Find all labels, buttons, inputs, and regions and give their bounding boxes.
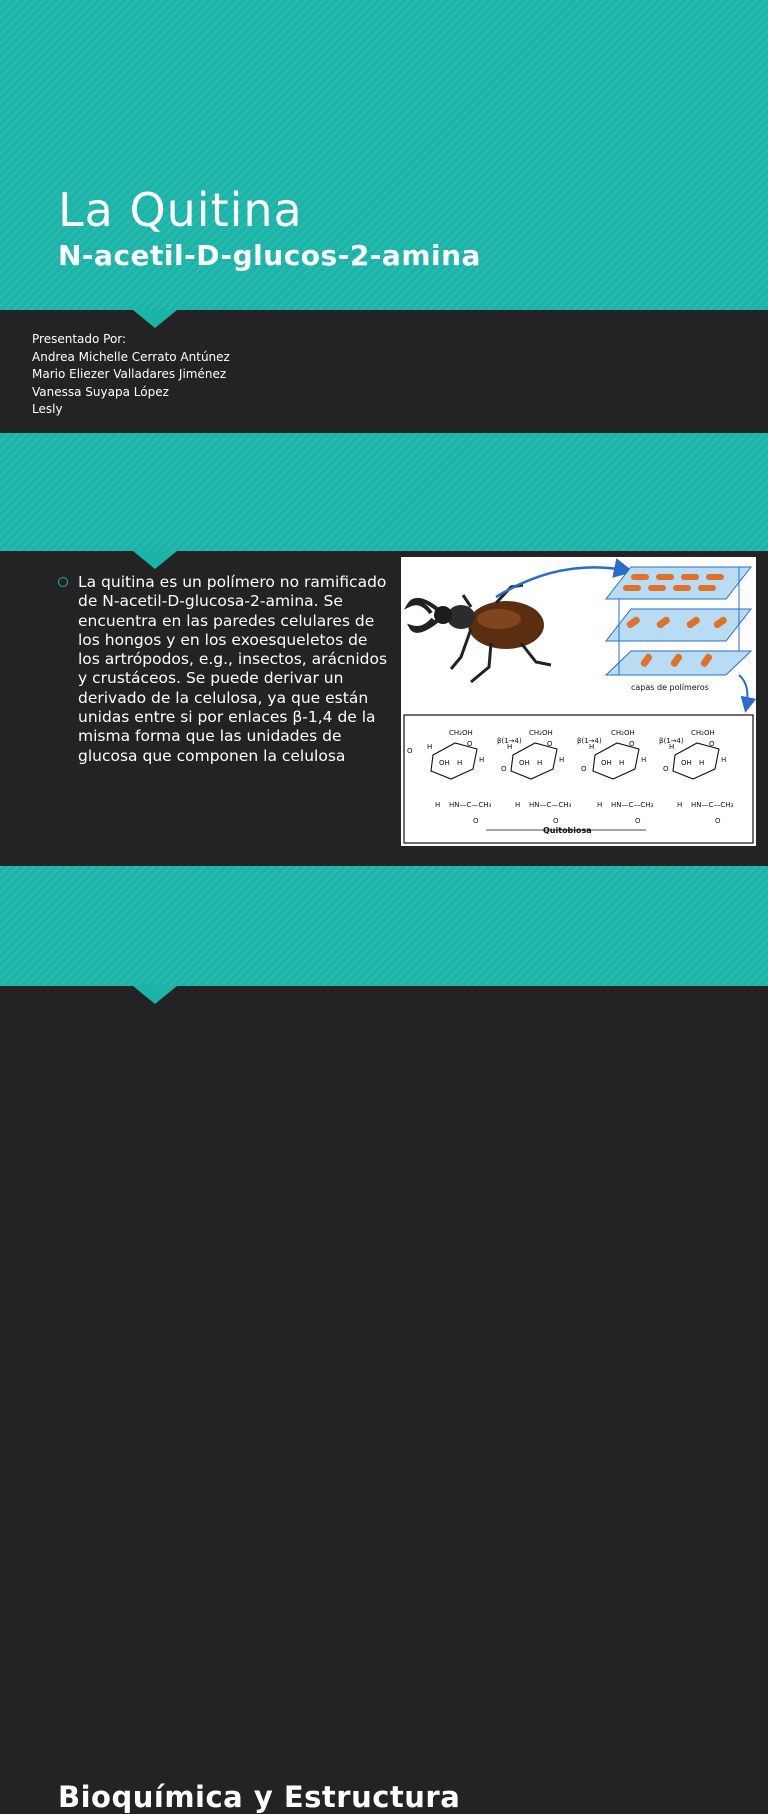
acetyl-group-label: HN—C—CH₃ [449,801,492,809]
carbonyl-o-label: O [715,817,721,825]
bullet-item [58,573,388,766]
ring-h-label: H [699,759,705,767]
presenters-panel [0,310,768,433]
glycosidic-o-label: O [501,765,507,773]
beetle-illustration [409,585,551,682]
ch2oh-label: CH₂OH [691,729,715,737]
ring-h-label: H [457,759,463,767]
carbonyl-o-label: O [553,817,559,825]
ring-h-label: H [589,743,595,751]
glycosidic-o-label: O [581,765,587,773]
content-panel [0,986,768,1024]
arrow-icon [496,567,629,597]
ring-h-label: H [479,756,485,764]
presenters-heading: Presentado Por: [32,332,127,346]
chitin-diagram [401,557,756,846]
banner-notch [133,551,177,569]
banner-notch [133,310,177,328]
presenter-name: Mario Eliezer Valladares Jiménez [32,367,227,381]
ring-oh-label: OH [519,759,530,767]
ring-h-label: H [669,743,675,751]
presenters-list [32,331,230,419]
ring-oh-label: OH [681,759,692,767]
ch2oh-label: CH₂OH [529,729,553,737]
ring-h-label: H [537,759,543,767]
ring-oxygen-label: O [709,740,715,748]
presenter-name: Andrea Michelle Cerrato Antúnez [32,349,230,364]
slide-subtitle: N-acetil-D-glucos-2-amina [58,239,481,272]
ring-oxygen-label: O [547,740,553,748]
ring-h-label: H [435,801,441,809]
ring-h-label: H [597,801,603,809]
ring-h-label: H [641,756,647,764]
ring-h-label: H [677,801,683,809]
ch2oh-label: CH₂OH [449,729,473,737]
chitin-structure-figure [401,557,756,846]
circle-bullet-icon [58,577,68,587]
ring-h-label: H [427,743,433,751]
acetyl-group-label: HN—C—CH₃ [529,801,572,809]
presenter-name: Vanessa Suyapa López [32,384,169,399]
ring-oh-label: OH [439,759,450,767]
bond-label: β(1→4) [497,737,522,745]
arrow-icon [739,675,747,709]
ch2oh-label: CH₂OH [611,729,635,737]
bond-label: β(1→4) [659,737,684,745]
presenter-name: Lesly [32,402,63,416]
acetyl-group-label: HN—C—CH₃ [611,801,654,809]
ring-oxygen-label: O [629,740,635,748]
carbonyl-o-label: O [473,817,479,825]
layers-label: capas de polímeros [631,683,709,692]
ring-h-label: H [721,756,727,764]
content-panel [0,551,768,866]
title-slide-banner [0,0,768,310]
ring-oh-label: OH [601,759,612,767]
section-banner [0,866,768,1814]
bond-label: β(1→4) [577,737,602,745]
section-title: Bioquímica y Estructura [58,1780,461,1814]
bullet-text: La quitina es un polímero no ramificado de N-acetil-D-glucosa-2-amina. Se encuentra en las paredes celulares de los hongos y en los exoesqueletos de los artrópodos, e.g., insectos, arácnidos y crustáceos. Se puede derivar un derivado de la celulosa, ya que están unidas entre si por enlaces β-1,4 de la misma forma que las unidades de glucosa que componen la celulosa [78,573,388,765]
carbonyl-o-label: O [635,817,641,825]
polymer-layers [606,567,751,709]
glycosidic-o-label: O [663,765,669,773]
slide-title: La Quitina [58,183,303,237]
section-banner [0,433,768,551]
bracket-label: Quitobiosa [543,826,592,835]
chain-end-label: O [407,747,413,755]
ring-h-label: H [559,756,565,764]
acetyl-group-label: HN—C—CH₃ [691,801,734,809]
banner-notch [133,986,177,1004]
ring-oxygen-label: O [467,740,473,748]
ring-h-label: H [619,759,625,767]
ring-h-label: H [507,743,513,751]
ring-h-label: H [515,801,521,809]
